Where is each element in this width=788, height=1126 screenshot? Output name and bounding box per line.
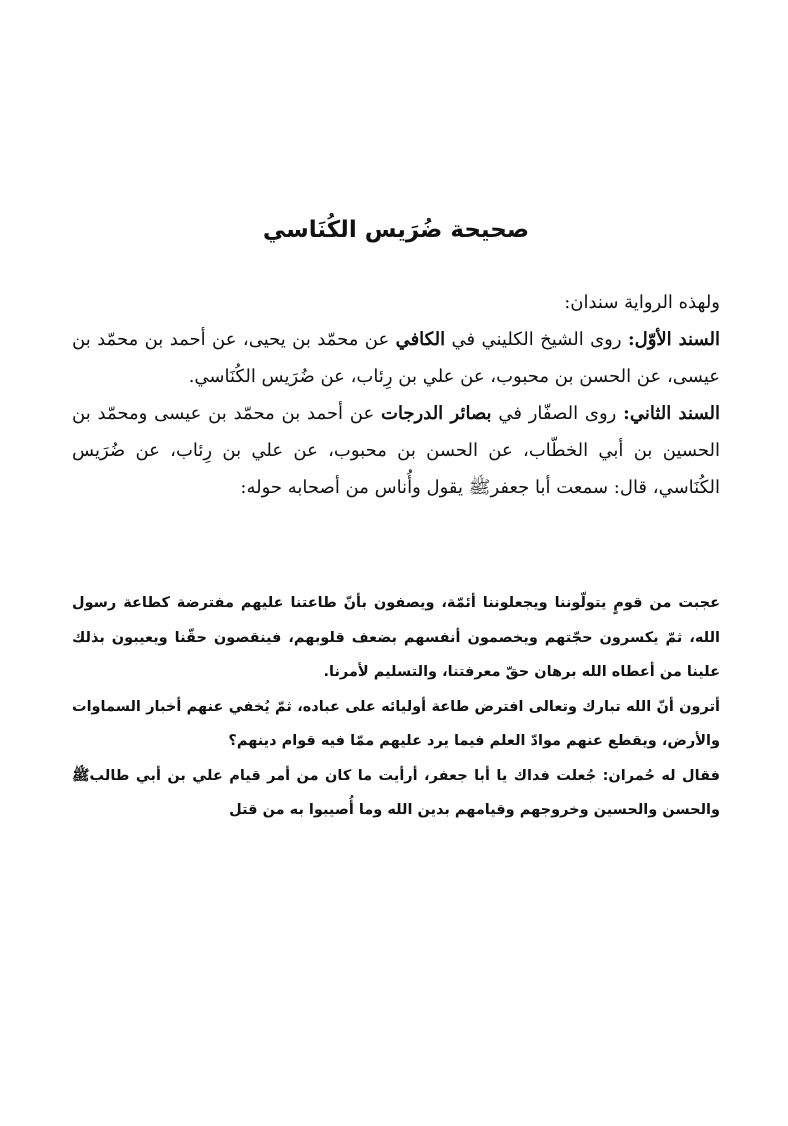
sanad-2-text-pre: روى الصفّار في [491, 403, 624, 424]
sanad-1-text-pre: روى الشيخ الكليني في [445, 329, 628, 350]
sanad-1-label: السند الأوّل: [627, 329, 721, 350]
quote-3-text-pre: فقال له حُمران: جُعلت فداك يا أبا جعفر، أرأيت ما كان من أمر قيام علي بن أبي طالب [89, 767, 720, 784]
quote-3-text-post: والحسن والحسين وخروجهم وقيامهم بدين الله وما أُصيبوا به من قتل [229, 802, 720, 818]
sanad-1-text-post: عن محمّد بن يحيى، عن أحمد بن محمّد بن عيسى، عن الحسن بن محبوب، عن علي بن رِئاب، عن ضُرَيس الكُنَاسي. [72, 329, 720, 387]
hadith-quote [72, 586, 720, 828]
sanad-1-paragraph [72, 321, 720, 395]
sanad-2-text-end: يقول وأُناس من أصحابه حوله: [240, 477, 469, 498]
quote-paragraph-3 [72, 759, 720, 828]
sanad-2-text-post: عن أحمد بن محمّد بن عيسى ومحمّد بن الحسين بن أبي الخطّاب، عن الحسن بن محبوب، عن علي بن رِئاب، عن ضُرَيس الكُنَاسي، قال: سمعت أبا جعفر [72, 403, 720, 498]
intro-paragraph: ولهذه الرواية سندان: [564, 292, 720, 313]
honorific-glyph: ﷺ [468, 477, 491, 498]
quote-paragraph-2: أترون أنّ الله تبارك وتعالى افترض طاعة أوليائه على عباده، ثمّ يُخفي عنهم أخبار السماوات والأرض، ويقطع عنهم موادّ العلم فيما يرد عليهم ممّا فيه قوام دينهم؟ [72, 698, 720, 749]
quote-paragraph-1: عجبت من قومٍ يتولّوننا ويجعلوننا أئمّة، ويصفون بأنّ طاعتنا عليهم مفترضة كطاعة رسول الله، ثمّ يكسرون حجّتهم ويخصمون أنفسهم بضعف قلوبهم، فينقصون حقّنا ويعيبون بذلك علينا من أعطاه الله برهان حقّ معرفتنا، والتسليم لأمرنا. [72, 595, 720, 680]
sanad-1-book: الكافي [395, 329, 446, 350]
main-text [72, 284, 720, 506]
honorific-glyph: ﷺ [72, 767, 90, 784]
sanad-2-label: السند الثاني: [623, 403, 720, 424]
document-page [72, 0, 720, 1126]
sanad-2-paragraph [72, 395, 720, 506]
page-title: صحيحة ضُرَيس الكُنَاسي [262, 217, 530, 243]
sanad-2-book: بصائر الدرجات [381, 403, 492, 424]
